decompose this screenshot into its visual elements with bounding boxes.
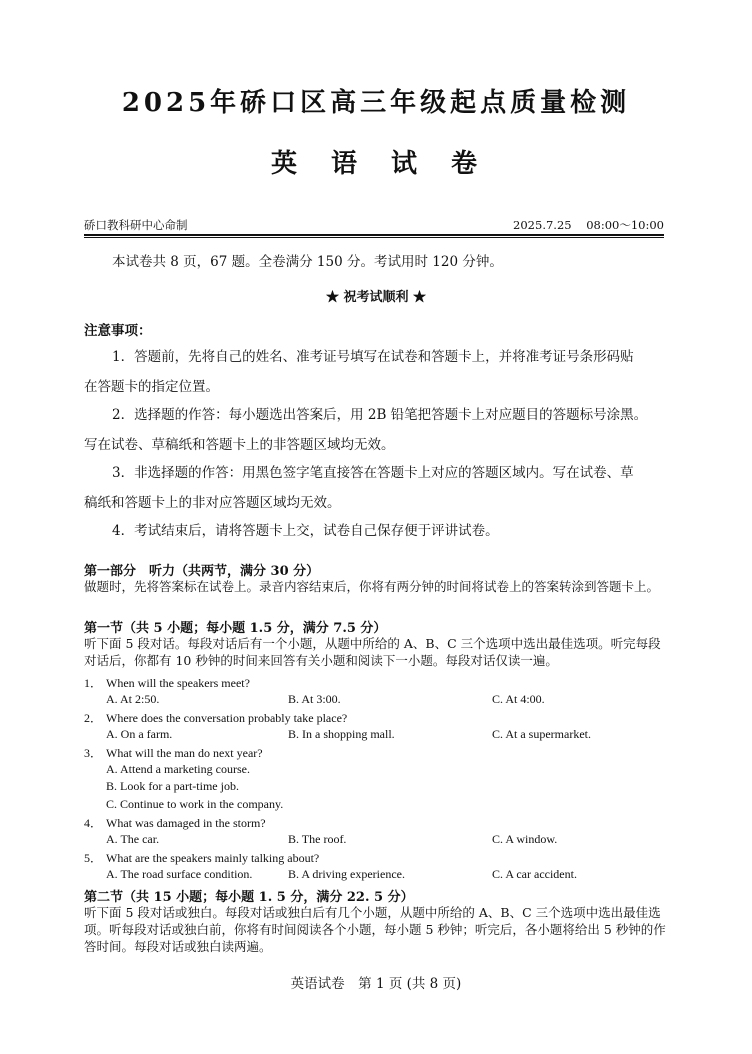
- note-item: [84, 342, 668, 402]
- notes-title: 注意事项：: [84, 323, 152, 339]
- section2-title: 第二节（共 15 小题；每小题 1. 5 分，满分 22. 5 分）: [84, 890, 414, 905]
- section2-intro: 听下面 5 段对话或独白。每段对话或独白后有几个小题，从题中所给的 A、B、C 三个选项中选出最佳选项。听每段对话或独白前，你将有时间阅读各个小题，每小题 5 秒钟；听完后，各小题将给出 5 秒钟的作答时间。每段对话或独白读两遍。: [84, 905, 666, 954]
- option-b[interactable]: B. Look for a part-time job.: [106, 779, 239, 793]
- question-3: 3． What will the man do next year?: [84, 746, 263, 760]
- option-a[interactable]: A. Attend a marketing course.: [106, 762, 250, 776]
- exam-info: 本试卷共 8 页，67 题。全卷满分 150 分。考试用时 120 分钟。: [112, 254, 503, 270]
- exam-subtitle: 英语试卷: [270, 149, 511, 179]
- note-item: [84, 516, 668, 546]
- option-b[interactable]: B. In a shopping mall.: [288, 727, 395, 741]
- page-footer: 英语试卷 第 1 页 (共 8 页): [290, 976, 462, 992]
- note-line-2: 在答题卡的指定位置。: [84, 379, 219, 395]
- header-rule: [84, 234, 664, 236]
- exam-title: 2025年硚口区高三年级起点质量检测: [121, 88, 631, 118]
- question-5: 5． What are the speakers mainly talking about?: [84, 851, 320, 865]
- issuer: 硚口教科研中心命制: [84, 218, 188, 232]
- option-c[interactable]: C. At a supermarket.: [492, 727, 591, 741]
- option-c[interactable]: C. Continue to work in the company.: [106, 797, 284, 811]
- option-b[interactable]: B. The roof.: [288, 832, 347, 846]
- header-rule-thin: [84, 237, 664, 238]
- part1-title: 第一部分 听力（共两节，满分 30 分）: [84, 564, 320, 579]
- note-line-2: 稿纸和答题卡上的非对应答题区域均无效。: [84, 495, 341, 511]
- option-c[interactable]: C. A window.: [492, 832, 558, 846]
- note-line-1: 2．选择题的作答：每小题选出答案后，用 2B 铅笔把答题卡上对应题目的答题标号涂黑。: [112, 407, 648, 423]
- note-line-1: 3．非选择题的作答：用黑色签字笔直接答在答题卡上对应的答题区域内。写在试卷、草: [112, 465, 634, 481]
- option-a[interactable]: A. The road surface condition.: [106, 867, 253, 881]
- exam-date: 2025.7.25: [513, 218, 572, 232]
- option-a[interactable]: A. At 2:50.: [106, 692, 160, 706]
- exam-datetime: [513, 217, 664, 233]
- option-a[interactable]: A. On a farm.: [106, 727, 173, 741]
- section1-title: 第一节（共 5 小题；每小题 1.5 分，满分 7.5 分）: [84, 621, 387, 636]
- option-a[interactable]: A. The car.: [106, 832, 160, 846]
- note-item: [84, 400, 668, 460]
- part1-intro: 做题时，先将答案标在试卷上。录音内容结束后，你将有两分钟的时间将试卷上的答案转涂到答题卡上。: [84, 579, 660, 594]
- note-line-1: 1．答题前，先将自己的姓名、准考证号填写在试卷和答题卡上，并将准考证号条形码贴: [112, 349, 634, 365]
- option-c[interactable]: C. At 4:00.: [492, 692, 545, 706]
- option-b[interactable]: B. A driving experience.: [288, 867, 405, 881]
- note-item: [84, 458, 668, 518]
- exam-time: 08:00～10:00: [586, 218, 664, 232]
- note-line-1: 4．考试结束后，请将答题卡上交，试卷自己保存便于评讲试卷。: [112, 523, 499, 539]
- question-1: 1． When will the speakers meet?: [84, 676, 250, 690]
- good-luck-banner: ★ 祝考试顺利 ★: [325, 290, 427, 305]
- option-b[interactable]: B. At 3:00.: [288, 692, 341, 706]
- section1-intro: 听下面 5 段对话。每段对话后有一个小题，从题中所给的 A、B、C 三个选项中选出最佳选项。听完每段对话后，你都有 10 秒钟的时间来回答有关小题和阅读下一小题。每段对话仅读一遍。: [84, 636, 661, 668]
- header-line: [84, 217, 664, 233]
- question-4: 4． What was damaged in the storm?: [84, 816, 266, 830]
- question-2: 2． Where does the conversation probably take place?: [84, 711, 348, 725]
- note-line-2: 写在试卷、草稿纸和答题卡上的非答题区域均无效。: [84, 437, 395, 453]
- option-c[interactable]: C. A car accident.: [492, 867, 577, 881]
